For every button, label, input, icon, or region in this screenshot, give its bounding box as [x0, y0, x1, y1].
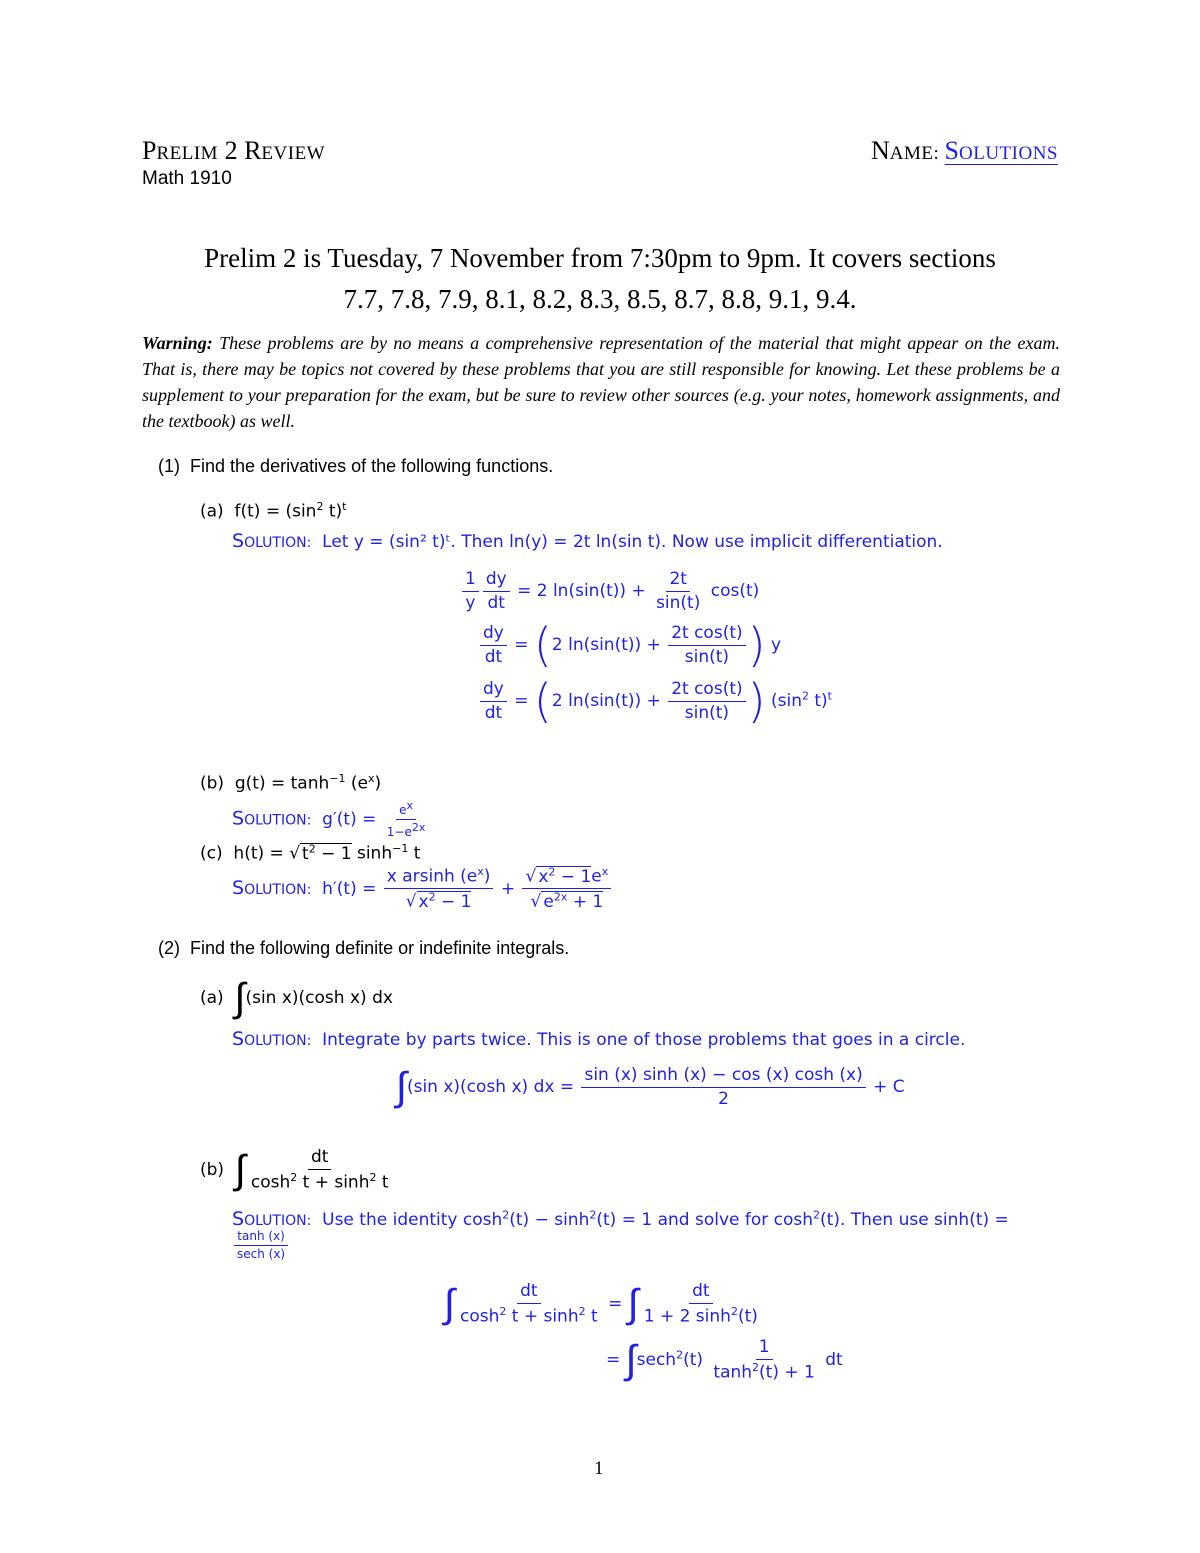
q1-heading: (1) Find the derivatives of the following functions.	[158, 456, 554, 476]
q2b-eq1: ∫ $\frac{dt}{\cosh^2 t + \sinh^2 t}$ = ∫ $\frac{dt}{1 + 2 \sinh^2(t)}$	[444, 1281, 758, 1328]
document-title: PRELIM 2 REVIEW	[142, 136, 326, 165]
warning-paragraph	[142, 330, 1060, 434]
page-number: 1	[594, 1458, 604, 1479]
warning-label: Warning:	[142, 333, 213, 353]
q2b-solution: SOLUTION: Use the identity $\cosh^2(t) - \sinh^2(t) = 1$ and solve for $\cosh^2(t)$. Then use sinh(t) =	[232, 1208, 1009, 1230]
q1c-solution: SOLUTION: h′(t) = $\frac{x arsinh (e^x)}{√ x^2 - 1}$ + $\frac{√ x^2 - 1e^x}{√ e^{2x} + 1}$	[232, 866, 613, 912]
exam-info	[0, 238, 1200, 320]
q2a-eq: ∫(sin x)(cosh x) dx = $\frac{\sin (x) \sinh (x) - \cos (x) \cosh (x)}{2}$ + C	[396, 1064, 905, 1111]
exam-info-line1: Prelim 2 is Tuesday, 7 November from 7:30pm to 9pm. It covers sections	[204, 243, 996, 273]
q2a-problem: (a) ∫(sin x)(cosh x) dx	[200, 975, 393, 1021]
q1a-eq3: $\frac{dy}{dt}$ = (2 ln(sin(t)) + $\frac{\text{2t cos(t)}}{\sin(t)}$ ) ($\sin^2$ t)$^t$	[478, 678, 832, 724]
q1a-solution: SOLUTION: Let y = (sin² t)ᵗ. Then ln(y) = 2t ln(sin t). Now use implicit differentiation.	[232, 530, 943, 552]
q1a-eq1: $\frac{1}{y}$ $\frac{dy}{dt}$ = 2 ln(sin(t)) + $\frac{2t}{\sin(t)}$ cos(t)	[460, 570, 759, 612]
q2a-solution: SOLUTION: Integrate by parts twice. This is one of those problems that goes in a circle.	[232, 1028, 966, 1050]
q1b-solution: SOLUTION: g′(t) = $\frac{e^x}{1-e^{2x}}$	[232, 799, 426, 840]
exam-info-line2: 7.7, 7.8, 7.9, 8.1, 8.2, 8.3, 8.5, 8.7, 8.8, 9.1, 9.4.	[343, 284, 857, 314]
name-field: NAME: SOLUTIONS	[871, 136, 1058, 165]
warning-text: These problems are by no means a comprehensive representation of the material that might appear on the exam. That is, there may be topics not covered by these problems that you are still responsible for knowing. Let these problems be a supplement to your preparation for the exam, but be sure to review other sources (e.g. your notes, homework assignments, and the textbook) as well.	[142, 333, 1060, 431]
q1c-problem: (c) h(t) = √ $t^2 - 1$ $\sinh^{-1} t$	[200, 842, 421, 864]
q1a-problem: (a) $f(t) = (\sin^2$ t)$^t$	[200, 500, 347, 522]
q2b-eq2: = ∫sech$^2$(t) $\frac{1}{\tanh^2(t) + 1}$ dt	[606, 1337, 843, 1384]
q1a-eq2: $\frac{dy}{dt}$ = (2 ln(sin(t)) + $\frac{\text{2t cos(t)}}{\sin(t)}$ ) y	[478, 622, 781, 668]
q2-heading: (2) Find the following definite or indefinite integrals.	[158, 938, 570, 958]
q2b-problem: (b) ∫ $\frac{dt}{\cosh^2 t + \sinh^2 t}$	[200, 1147, 389, 1194]
q2b-solution-cont: $\frac{\tanh (x)}{\sec h (x)}$	[232, 1230, 290, 1261]
q1b-problem: (b) $g(t) = \tanh^{-1} (e^x)$	[200, 772, 382, 794]
course-label: Math 1910	[142, 168, 232, 189]
